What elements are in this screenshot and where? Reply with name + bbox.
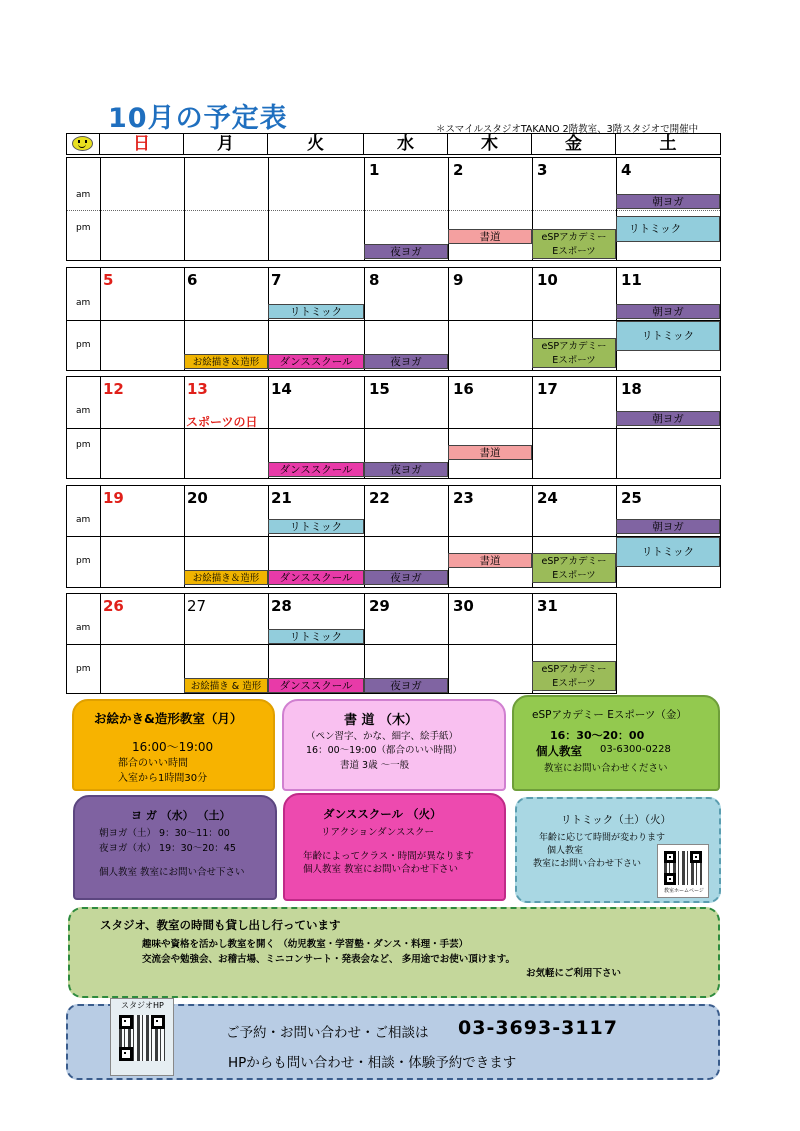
- date: 16: [453, 380, 474, 398]
- box-title: お絵かき&造形教室（月）: [94, 711, 243, 726]
- date: 4: [621, 161, 632, 179]
- date: 22: [369, 489, 390, 507]
- venue-note: ＊スマイルスタジオTAKANO 2階教室、3階スタジオで開催中: [436, 124, 699, 135]
- event-art: お絵描き & 造形: [184, 678, 268, 693]
- phone-number: 03-6300-0228: [600, 744, 671, 755]
- event-night-yoga: 夜ヨガ: [364, 244, 448, 259]
- event-rhythmic: リトミック: [268, 304, 364, 319]
- date: 30: [453, 597, 474, 615]
- date: 28: [271, 597, 292, 615]
- box-title: ヨ ガ （水） （土）: [131, 809, 231, 822]
- event-rhythmic: リトミック: [616, 537, 720, 567]
- box-line: 個人教室: [536, 744, 582, 758]
- box-line: 都合のいい時間: [118, 758, 188, 769]
- event-morning-yoga: 朝ヨガ: [616, 519, 720, 534]
- date: 10: [537, 271, 558, 289]
- box-line: 年齢に応じて時間が変わります: [539, 833, 666, 843]
- am-label: am: [76, 298, 91, 308]
- event-calligraphy: 書道: [448, 553, 532, 568]
- event-dance: ダンススクール: [268, 354, 364, 369]
- event-esports: eSPアカデミー Eスポーツ: [532, 229, 616, 259]
- event-morning-yoga: 朝ヨガ: [616, 194, 720, 209]
- am-label: am: [76, 190, 91, 200]
- info-box-rhythmic: [515, 797, 721, 903]
- page-title: 10月の予定表: [108, 103, 288, 134]
- date: 5: [103, 271, 114, 289]
- box-line: （ペン習字、かな、細字、絵手紙）: [306, 731, 459, 742]
- week-5: [66, 593, 617, 694]
- event-rhythmic: リトミック: [616, 321, 720, 351]
- event-rhythmic: リトミック: [616, 216, 720, 242]
- weekday-fri: 金: [532, 134, 616, 154]
- info-box-yoga: [73, 795, 277, 900]
- date: 12: [103, 380, 124, 398]
- weekday-header: [66, 133, 721, 155]
- event-rhythmic: リトミック: [268, 519, 364, 534]
- event-dance: ダンススクール: [268, 462, 364, 477]
- box-title: ダンススクール （火）: [323, 807, 442, 821]
- event-calligraphy: 書道: [448, 229, 532, 244]
- event-night-yoga: 夜ヨガ: [364, 678, 448, 693]
- box-line: 書道 3歳 ～一般: [340, 760, 410, 771]
- qr-code-icon[interactable]: [110, 998, 174, 1076]
- week-4: [66, 485, 721, 588]
- info-box-calligraphy: [282, 699, 506, 791]
- weekday-tue: 火: [268, 134, 364, 154]
- box-line: スタジオ、教室の時間も貸し出し行っています: [100, 918, 341, 932]
- weekday-wed: 水: [364, 134, 448, 154]
- am-label: am: [76, 515, 91, 525]
- event-art: お絵描き＆造形: [184, 354, 268, 369]
- date: 24: [537, 489, 558, 507]
- event-night-yoga: 夜ヨガ: [364, 570, 448, 585]
- date: 3: [537, 161, 548, 179]
- weekday-sat: 土: [659, 134, 677, 154]
- holiday-label: スポーツの日: [186, 415, 258, 429]
- box-line: 朝ヨガ（土） 9：30～11：00: [99, 828, 230, 839]
- date: 31: [537, 597, 558, 615]
- weekday-mon: 月: [184, 134, 268, 154]
- week-2: [66, 267, 721, 371]
- box-line: 夜ヨガ（水） 19：30～20：45: [99, 843, 236, 854]
- box-title: 書 道 （木）: [344, 713, 419, 728]
- info-box-studio-rental: [68, 907, 720, 998]
- date: 7: [271, 271, 282, 289]
- box-line: 個人教室 教室にお問い合せ下さい: [99, 867, 245, 878]
- contact-text: ご予約・お問い合わせ・ご相談は: [226, 1025, 429, 1041]
- contact-box: [66, 1001, 720, 1080]
- event-morning-yoga: 朝ヨガ: [616, 304, 720, 319]
- event-calligraphy: 書道: [448, 445, 532, 460]
- box-line: 交流会や勉強会、お稽古場、ミニコンサート・発表会など、 多用途でお使い頂けます。: [142, 954, 516, 965]
- box-line: お気軽にご利用下さい: [526, 968, 622, 979]
- date: 13: [187, 380, 208, 398]
- date: 23: [453, 489, 474, 507]
- pm-label: pm: [76, 556, 91, 566]
- event-morning-yoga: 朝ヨガ: [616, 411, 720, 426]
- date: 2: [453, 161, 464, 179]
- date: 17: [537, 380, 558, 398]
- event-dance: ダンススクール: [268, 678, 364, 693]
- box-line: 16:00～19:00: [132, 740, 214, 754]
- weekday-sun: 日: [100, 134, 184, 154]
- date: 8: [369, 271, 380, 289]
- date: 26: [103, 597, 124, 615]
- box-line: 16：00～19:00（都合のいい時間）: [306, 745, 463, 756]
- pm-label: pm: [76, 223, 91, 233]
- event-esports: eSPアカデミー Eスポーツ: [532, 661, 616, 691]
- box-line: リアクションダンススクー: [321, 827, 434, 838]
- am-label: am: [76, 623, 91, 633]
- qr-label: スタジオHP: [121, 1001, 164, 1010]
- pm-label: pm: [76, 340, 91, 350]
- date: 6: [187, 271, 198, 289]
- box-line: 入室から1時間30分: [118, 773, 208, 784]
- date: 11: [621, 271, 642, 289]
- pm-label: pm: [76, 440, 91, 450]
- event-night-yoga: 夜ヨガ: [364, 354, 448, 369]
- event-esports: eSPアカデミー Eスポーツ: [532, 338, 616, 368]
- date: 21: [271, 489, 292, 507]
- event-art: お絵描き＆造形: [184, 570, 268, 585]
- date: 14: [271, 380, 292, 398]
- box-line: 趣味や資格を活かし教室を開く （幼児教室・学習塾・ダンス・料理・手芸）: [142, 939, 469, 950]
- date: 27: [187, 597, 207, 615]
- box-line: 教室にお問い合わせ下さい: [533, 859, 642, 869]
- date: 9: [453, 271, 464, 289]
- date: 25: [621, 489, 642, 507]
- box-title: eSPアカデミー Eスポーツ（金）: [532, 709, 687, 721]
- qr-caption: 教室ホームページ: [664, 888, 704, 894]
- date: 29: [369, 597, 390, 615]
- box-title: リトミック（土）（火）: [561, 814, 672, 826]
- week-3: [66, 376, 721, 479]
- pm-label: pm: [76, 664, 91, 674]
- event-night-yoga: 夜ヨガ: [364, 462, 448, 477]
- date: 20: [187, 489, 208, 507]
- event-rhythmic: リトミック: [268, 629, 364, 644]
- box-line: 個人教室 教室にお問い合わせ下さい: [303, 864, 459, 875]
- contact-phone[interactable]: 03-3693-3117: [458, 1017, 618, 1039]
- date: 18: [621, 380, 642, 398]
- am-label: am: [76, 406, 91, 416]
- box-line: 16：30～20：00: [550, 729, 645, 742]
- info-box-esports: [512, 695, 720, 791]
- info-box-dance: [283, 793, 506, 901]
- event-esports: eSPアカデミー Eスポーツ: [532, 553, 616, 583]
- box-line: 個人教室: [547, 846, 584, 856]
- qr-code-icon[interactable]: [657, 844, 709, 898]
- contact-text: HPからも問い合わせ・相談・体験予約できます: [228, 1055, 517, 1071]
- week-1: [66, 157, 721, 261]
- box-line: 年齢によってクラス・時間が異なります: [303, 851, 474, 862]
- date: 15: [369, 380, 390, 398]
- weekday-thu: 木: [448, 134, 532, 154]
- event-dance: ダンススクール: [268, 570, 364, 585]
- info-box-art: [72, 699, 275, 791]
- box-line: 教室にお問い合わせください: [544, 763, 668, 774]
- date: 1: [369, 161, 380, 179]
- date: 19: [103, 489, 124, 507]
